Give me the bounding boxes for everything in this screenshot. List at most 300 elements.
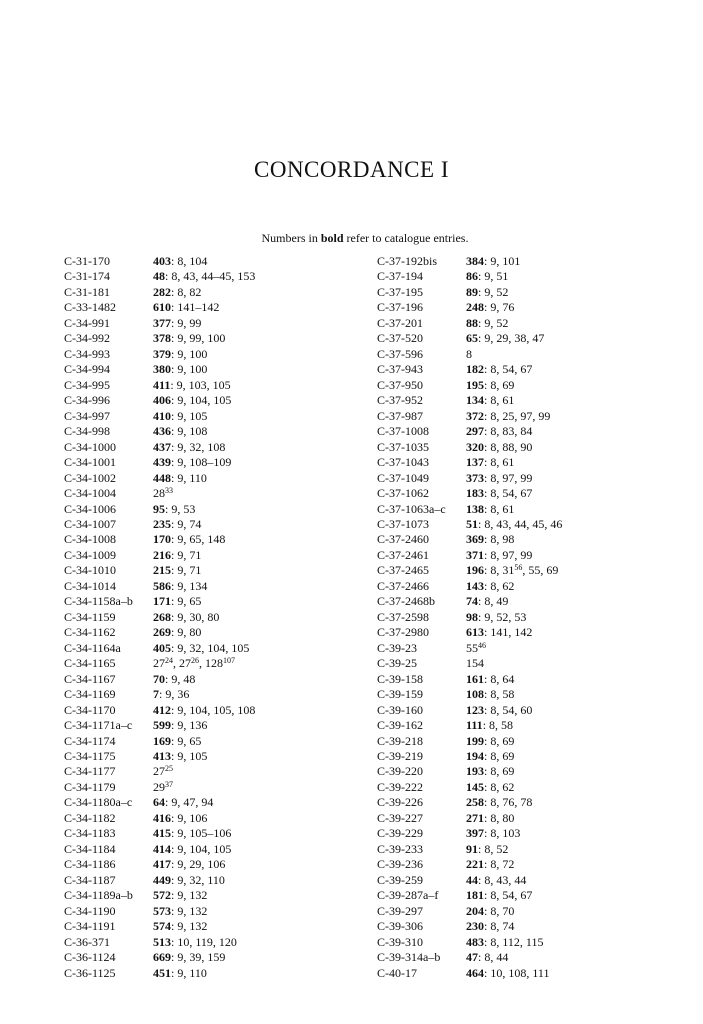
reference — [466, 656, 484, 671]
reference — [466, 409, 550, 424]
concordance-row — [377, 610, 677, 625]
page-references: : 8, 72 — [484, 857, 515, 872]
reference — [466, 471, 532, 486]
inventory-code: C-37-1035 — [377, 439, 429, 454]
reference — [466, 316, 508, 331]
inventory-code: C-36-371 — [64, 934, 110, 949]
inventory-code: C-34-1167 — [64, 671, 116, 686]
inventory-code: C-37-987 — [377, 408, 423, 423]
concordance-row — [64, 935, 364, 950]
page-references: : 8, 58 — [482, 718, 514, 733]
catalogue-entry-number: 216 — [153, 547, 171, 562]
concordance-row — [377, 486, 677, 501]
inventory-code: C-34-1010 — [64, 563, 116, 578]
footnote-superscript: 33 — [165, 486, 173, 496]
catalogue-entry-number: 95 — [153, 501, 165, 516]
page-references: : 8, 69 — [484, 764, 515, 779]
reference — [153, 486, 173, 501]
catalogue-entry-number: 7 — [153, 687, 159, 702]
reference — [153, 563, 201, 578]
concordance-row — [377, 656, 677, 671]
concordance-row — [64, 486, 364, 501]
catalogue-entry-number: 137 — [466, 455, 484, 470]
inventory-code: C-37-1008 — [377, 424, 429, 439]
catalogue-entry-number: 47 — [466, 950, 478, 965]
inventory-code: C-34-996 — [64, 393, 110, 408]
inventory-code: C-37-2465 — [377, 563, 429, 578]
reference — [466, 563, 558, 578]
inventory-code: C-39-25 — [377, 656, 417, 671]
catalogue-entry-number: 138 — [466, 501, 484, 516]
concordance-row — [64, 764, 364, 779]
reference — [466, 703, 532, 718]
reference — [153, 780, 173, 795]
concordance-row — [64, 594, 364, 609]
page-references: : 9, 74 — [171, 516, 202, 531]
inventory-code: C-34-994 — [64, 362, 110, 377]
concordance-row — [64, 579, 364, 594]
reference — [153, 764, 173, 779]
reference — [153, 811, 207, 826]
page-references: 154 — [466, 656, 484, 671]
page-references: 28 — [153, 486, 165, 501]
concordance-row — [64, 362, 364, 377]
inventory-code: C-31-174 — [64, 269, 110, 284]
page-references: : 8, 52 — [478, 841, 509, 856]
inventory-code: C-39-160 — [377, 702, 423, 717]
page-references: : 9, 110 — [171, 470, 207, 485]
reference — [466, 749, 514, 764]
reference — [153, 471, 207, 486]
page-references: : 9, 106 — [171, 810, 208, 825]
concordance-row — [377, 409, 677, 424]
concordance-row — [377, 795, 677, 810]
inventory-code: C-39-159 — [377, 687, 423, 702]
inventory-code: C-39-222 — [377, 779, 423, 794]
concordance-right-column — [377, 254, 677, 981]
page-references: : 9, 53 — [165, 501, 196, 516]
inventory-code: C-37-1043 — [377, 455, 429, 470]
page-references: : 8, 61 — [484, 455, 515, 470]
page-references: : 9, 32, 110 — [171, 872, 225, 887]
concordance-row — [64, 641, 364, 656]
page-references: : 9, 52 — [478, 315, 509, 330]
inventory-code: C-34-1170 — [64, 702, 116, 717]
concordance-row — [64, 548, 364, 563]
concordance-row — [64, 718, 364, 733]
catalogue-entry-number: 574 — [153, 919, 171, 934]
concordance-row — [377, 718, 677, 733]
page-references: : 8, 76, 78 — [484, 795, 533, 810]
concordance-row — [377, 579, 677, 594]
concordance-row — [64, 254, 364, 269]
reference — [466, 718, 513, 733]
page-references: : 9, 100 — [171, 346, 208, 361]
page-references: : 10, 119, 120 — [171, 934, 237, 949]
reference — [153, 935, 237, 950]
inventory-code: C-37-2460 — [377, 532, 429, 547]
page-references: : 9, 136 — [171, 718, 208, 733]
catalogue-entry-number: 271 — [466, 810, 484, 825]
concordance-row — [64, 625, 364, 640]
page-references: : 8, 43, 44–45, 153 — [165, 269, 256, 284]
catalogue-entry-number: 161 — [466, 671, 484, 686]
catalogue-entry-number: 230 — [466, 919, 484, 934]
reference — [466, 966, 549, 981]
concordance-row — [377, 826, 677, 841]
page-references: , 27 — [173, 656, 191, 671]
catalogue-entry-number: 414 — [153, 841, 171, 856]
page-references: : 9, 65 — [171, 594, 202, 609]
catalogue-entry-number: 586 — [153, 578, 171, 593]
page-references: : 9, 104, 105, 108 — [171, 702, 256, 717]
page-references: : 8, 49 — [478, 594, 509, 609]
reference — [466, 795, 532, 810]
footnote-superscript: 24 — [165, 656, 173, 666]
catalogue-entry-number: 74 — [466, 594, 478, 609]
concordance-row — [377, 764, 677, 779]
inventory-code: C-34-993 — [64, 346, 110, 361]
page-references: : 8, 58 — [484, 687, 515, 702]
inventory-code: C-37-952 — [377, 393, 423, 408]
catalogue-entry-number: 171 — [153, 594, 171, 609]
concordance-row — [377, 269, 677, 284]
concordance-row — [377, 532, 677, 547]
catalogue-entry-number: 89 — [466, 284, 478, 299]
reference — [153, 966, 207, 981]
concordance-row — [377, 285, 677, 300]
reference — [466, 269, 508, 284]
catalogue-entry-number: 51 — [466, 516, 478, 531]
concordance-row — [377, 300, 677, 315]
page-references: : 8, 80 — [484, 810, 515, 825]
inventory-code: C-34-1001 — [64, 455, 116, 470]
reference — [153, 718, 207, 733]
inventory-code: C-34-1158a–b — [64, 594, 133, 609]
catalogue-entry-number: 193 — [466, 764, 484, 779]
footnote-superscript: 25 — [165, 764, 173, 774]
page-references: : 9, 76 — [484, 300, 515, 315]
inventory-code: C-34-997 — [64, 408, 110, 423]
concordance-row — [377, 517, 677, 532]
inventory-code: C-34-1006 — [64, 501, 116, 516]
concordance-row — [64, 455, 364, 470]
concordance-row — [64, 904, 364, 919]
catalogue-entry-number: 268 — [153, 609, 171, 624]
catalogue-entry-number: 369 — [466, 532, 484, 547]
catalogue-entry-number: 573 — [153, 903, 171, 918]
page-references: : 8, 103 — [484, 826, 521, 841]
reference — [153, 703, 255, 718]
reference — [466, 950, 508, 965]
page-references: : 8, 25, 97, 99 — [484, 408, 551, 423]
reference — [153, 409, 207, 424]
page-references: : 9, 71 — [171, 563, 202, 578]
inventory-code: C-37-596 — [377, 346, 423, 361]
concordance-row — [64, 563, 364, 578]
reference — [466, 935, 543, 950]
inventory-code: C-37-2461 — [377, 547, 429, 562]
page-references: : 9, 32, 104, 105 — [171, 640, 250, 655]
concordance-row — [64, 517, 364, 532]
inventory-code: C-39-162 — [377, 718, 423, 733]
catalogue-entry-number: 258 — [466, 795, 484, 810]
page-references: : 9, 103, 105 — [170, 377, 231, 392]
page-references: : 9, 108 — [171, 424, 208, 439]
footnote-superscript: 56 — [514, 563, 523, 573]
note-text-after: refer to catalogue entries. — [343, 231, 469, 245]
reference — [153, 502, 195, 517]
catalogue-entry-number: 111 — [466, 718, 483, 733]
page-references: : 9, 100 — [171, 362, 208, 377]
inventory-code: C-39-310 — [377, 934, 423, 949]
catalogue-entry-number: 439 — [153, 455, 171, 470]
catalogue-entry-number: 182 — [466, 362, 484, 377]
concordance-row — [377, 950, 677, 965]
catalogue-entry-number: 145 — [466, 779, 484, 794]
bold-note — [0, 231, 703, 246]
inventory-code: C-39-227 — [377, 810, 423, 825]
concordance-row — [64, 826, 364, 841]
page-references: : 9, 65, 148 — [171, 532, 226, 547]
inventory-code: C-37-2598 — [377, 609, 429, 624]
concordance-row — [377, 966, 677, 981]
reference — [153, 424, 207, 439]
footnote-superscript: 37 — [165, 779, 173, 789]
reference — [466, 393, 514, 408]
page-references: : 8, 54, 67 — [484, 486, 533, 501]
catalogue-entry-number: 406 — [153, 393, 171, 408]
note-bold-word: bold — [320, 231, 344, 245]
concordance-row — [377, 471, 677, 486]
page-references: : 9, 134 — [171, 578, 208, 593]
catalogue-entry-number: 91 — [466, 841, 478, 856]
page-references: : 9, 108–109 — [171, 455, 232, 470]
catalogue-entry-number: 599 — [153, 718, 171, 733]
reference — [153, 842, 231, 857]
page-references: : 9, 99 — [171, 315, 202, 330]
page-references: 27 — [153, 656, 165, 671]
page-references: : 9, 65 — [171, 733, 202, 748]
catalogue-entry-number: 98 — [466, 609, 478, 624]
inventory-code: C-37-196 — [377, 300, 423, 315]
concordance-row — [377, 625, 677, 640]
inventory-code: C-39-226 — [377, 795, 423, 810]
concordance-row — [377, 703, 677, 718]
reference — [466, 254, 520, 269]
concordance-row — [64, 857, 364, 872]
inventory-code: C-34-1177 — [64, 764, 116, 779]
page-references: : 9, 47, 94 — [165, 795, 214, 810]
inventory-code: C-37-201 — [377, 315, 423, 330]
concordance-row — [377, 935, 677, 950]
page-references: : 9, 32, 108 — [171, 439, 226, 454]
reference — [153, 316, 201, 331]
catalogue-entry-number: 417 — [153, 857, 171, 872]
catalogue-entry-number: 297 — [466, 424, 484, 439]
inventory-code: C-34-1187 — [64, 872, 116, 887]
concordance-row — [64, 672, 364, 687]
inventory-code: C-34-1009 — [64, 547, 116, 562]
reference — [153, 579, 207, 594]
inventory-code: C-37-1049 — [377, 470, 429, 485]
page-references: : 9, 104, 105 — [171, 393, 232, 408]
page-references: : 141, 142 — [484, 625, 533, 640]
inventory-code: C-36-1125 — [64, 965, 116, 980]
reference — [153, 656, 235, 671]
reference — [466, 734, 514, 749]
concordance-row — [64, 409, 364, 424]
concordance-row — [64, 440, 364, 455]
page-references: 27 — [153, 764, 165, 779]
catalogue-entry-number: 64 — [153, 795, 165, 810]
reference — [153, 950, 225, 965]
inventory-code: C-34-991 — [64, 315, 110, 330]
page-references: : 9, 29, 106 — [171, 857, 226, 872]
reference — [153, 857, 225, 872]
inventory-code: C-34-1164a — [64, 640, 121, 655]
concordance-row — [64, 502, 364, 517]
concordance-row — [64, 811, 364, 826]
reference — [153, 331, 225, 346]
catalogue-entry-number: 88 — [466, 315, 478, 330]
page-references: : 9, 52 — [478, 284, 509, 299]
catalogue-entry-number: 199 — [466, 733, 484, 748]
inventory-code: C-34-1180a–c — [64, 795, 133, 810]
reference — [466, 594, 508, 609]
concordance-row — [64, 919, 364, 934]
catalogue-entry-number: 483 — [466, 934, 484, 949]
concordance-row — [64, 285, 364, 300]
inventory-code: C-31-181 — [64, 284, 110, 299]
inventory-code: C-34-1183 — [64, 826, 116, 841]
inventory-code: C-34-1002 — [64, 470, 116, 485]
reference — [466, 904, 514, 919]
page-references: : 9, 99, 100 — [171, 331, 226, 346]
catalogue-entry-number: 169 — [153, 733, 171, 748]
catalogue-entry-number: 183 — [466, 486, 484, 501]
reference — [153, 795, 213, 810]
inventory-code: C-34-1189a–b — [64, 888, 133, 903]
catalogue-entry-number: 235 — [153, 516, 171, 531]
catalogue-entry-number: 70 — [153, 671, 165, 686]
concordance-row — [64, 532, 364, 547]
inventory-code: C-37-950 — [377, 377, 423, 392]
concordance-row — [64, 749, 364, 764]
reference — [466, 455, 514, 470]
page-references: : 8, 70 — [484, 903, 515, 918]
catalogue-entry-number: 371 — [466, 547, 484, 562]
page-references: : 9, 51 — [478, 269, 509, 284]
page-references: 29 — [153, 779, 165, 794]
inventory-code: C-37-2468b — [377, 594, 435, 609]
inventory-code: C-34-1014 — [64, 578, 116, 593]
reference — [153, 610, 219, 625]
page-references: : 8, 54, 60 — [484, 702, 533, 717]
catalogue-entry-number: 86 — [466, 269, 478, 284]
reference — [466, 424, 532, 439]
page-references: : 9, 29, 38, 47 — [478, 331, 545, 346]
reference — [466, 672, 514, 687]
footnote-superscript: 26 — [191, 656, 199, 666]
catalogue-entry-number: 373 — [466, 470, 484, 485]
page-references: : 9, 52, 53 — [478, 609, 527, 624]
reference — [153, 641, 249, 656]
page-references: : 8, 43, 44 — [478, 872, 527, 887]
catalogue-entry-number: 405 — [153, 640, 171, 655]
inventory-code: C-37-943 — [377, 362, 423, 377]
reference — [153, 687, 189, 702]
inventory-code: C-34-1174 — [64, 733, 116, 748]
inventory-code: C-40-17 — [377, 965, 417, 980]
inventory-code: C-34-1000 — [64, 439, 116, 454]
catalogue-entry-number: 464 — [466, 965, 484, 980]
concordance-row — [64, 347, 364, 362]
catalogue-entry-number: 449 — [153, 872, 171, 887]
inventory-code: C-39-23 — [377, 640, 417, 655]
inventory-code: C-34-1186 — [64, 857, 116, 872]
reference — [466, 532, 514, 547]
page-title: CONCORDANCE I — [254, 157, 449, 182]
page-references: : 8, 74 — [484, 919, 515, 934]
concordance-row — [377, 594, 677, 609]
catalogue-entry-number: 134 — [466, 393, 484, 408]
note-text-before: Numbers in — [261, 231, 321, 245]
page-references: : 8, 69 — [484, 733, 515, 748]
inventory-code: C-37-1062 — [377, 486, 429, 501]
reference — [153, 393, 231, 408]
catalogue-entry-number: 215 — [153, 563, 171, 578]
inventory-code: C-34-1169 — [64, 687, 116, 702]
page-references: : 8, 61 — [484, 393, 515, 408]
reference — [153, 254, 207, 269]
concordance-row — [377, 316, 677, 331]
catalogue-entry-number: 451 — [153, 965, 171, 980]
inventory-code: C-39-220 — [377, 764, 423, 779]
inventory-code: C-34-1004 — [64, 486, 116, 501]
page-references: : 8, 83, 84 — [484, 424, 533, 439]
page-references: 8 — [466, 346, 472, 361]
reference — [466, 331, 544, 346]
concordance-row — [377, 687, 677, 702]
catalogue-entry-number: 379 — [153, 346, 171, 361]
concordance-row — [377, 873, 677, 888]
reference — [153, 888, 207, 903]
catalogue-entry-number: 448 — [153, 470, 171, 485]
catalogue-entry-number: 437 — [153, 439, 171, 454]
concordance-row — [64, 842, 364, 857]
catalogue-entry-number: 196 — [466, 563, 484, 578]
reference — [153, 347, 207, 362]
catalogue-entry-number: 397 — [466, 826, 484, 841]
concordance-row — [377, 919, 677, 934]
reference — [466, 857, 514, 872]
catalogue-entry-number: 320 — [466, 439, 484, 454]
reference — [153, 672, 195, 687]
page-references: : 8, 31 — [484, 563, 515, 578]
inventory-code: C-39-287a–f — [377, 888, 439, 903]
reference — [153, 269, 255, 284]
inventory-code: C-39-259 — [377, 872, 423, 887]
catalogue-entry-number: 194 — [466, 749, 484, 763]
catalogue-entry-number: 613 — [466, 625, 484, 640]
catalogue-entry-number: 143 — [466, 578, 484, 593]
page-references: : 9, 39, 159 — [171, 950, 226, 965]
reference — [153, 749, 207, 764]
reference — [466, 502, 514, 517]
inventory-code: C-34-1008 — [64, 532, 116, 547]
reference — [153, 873, 225, 888]
